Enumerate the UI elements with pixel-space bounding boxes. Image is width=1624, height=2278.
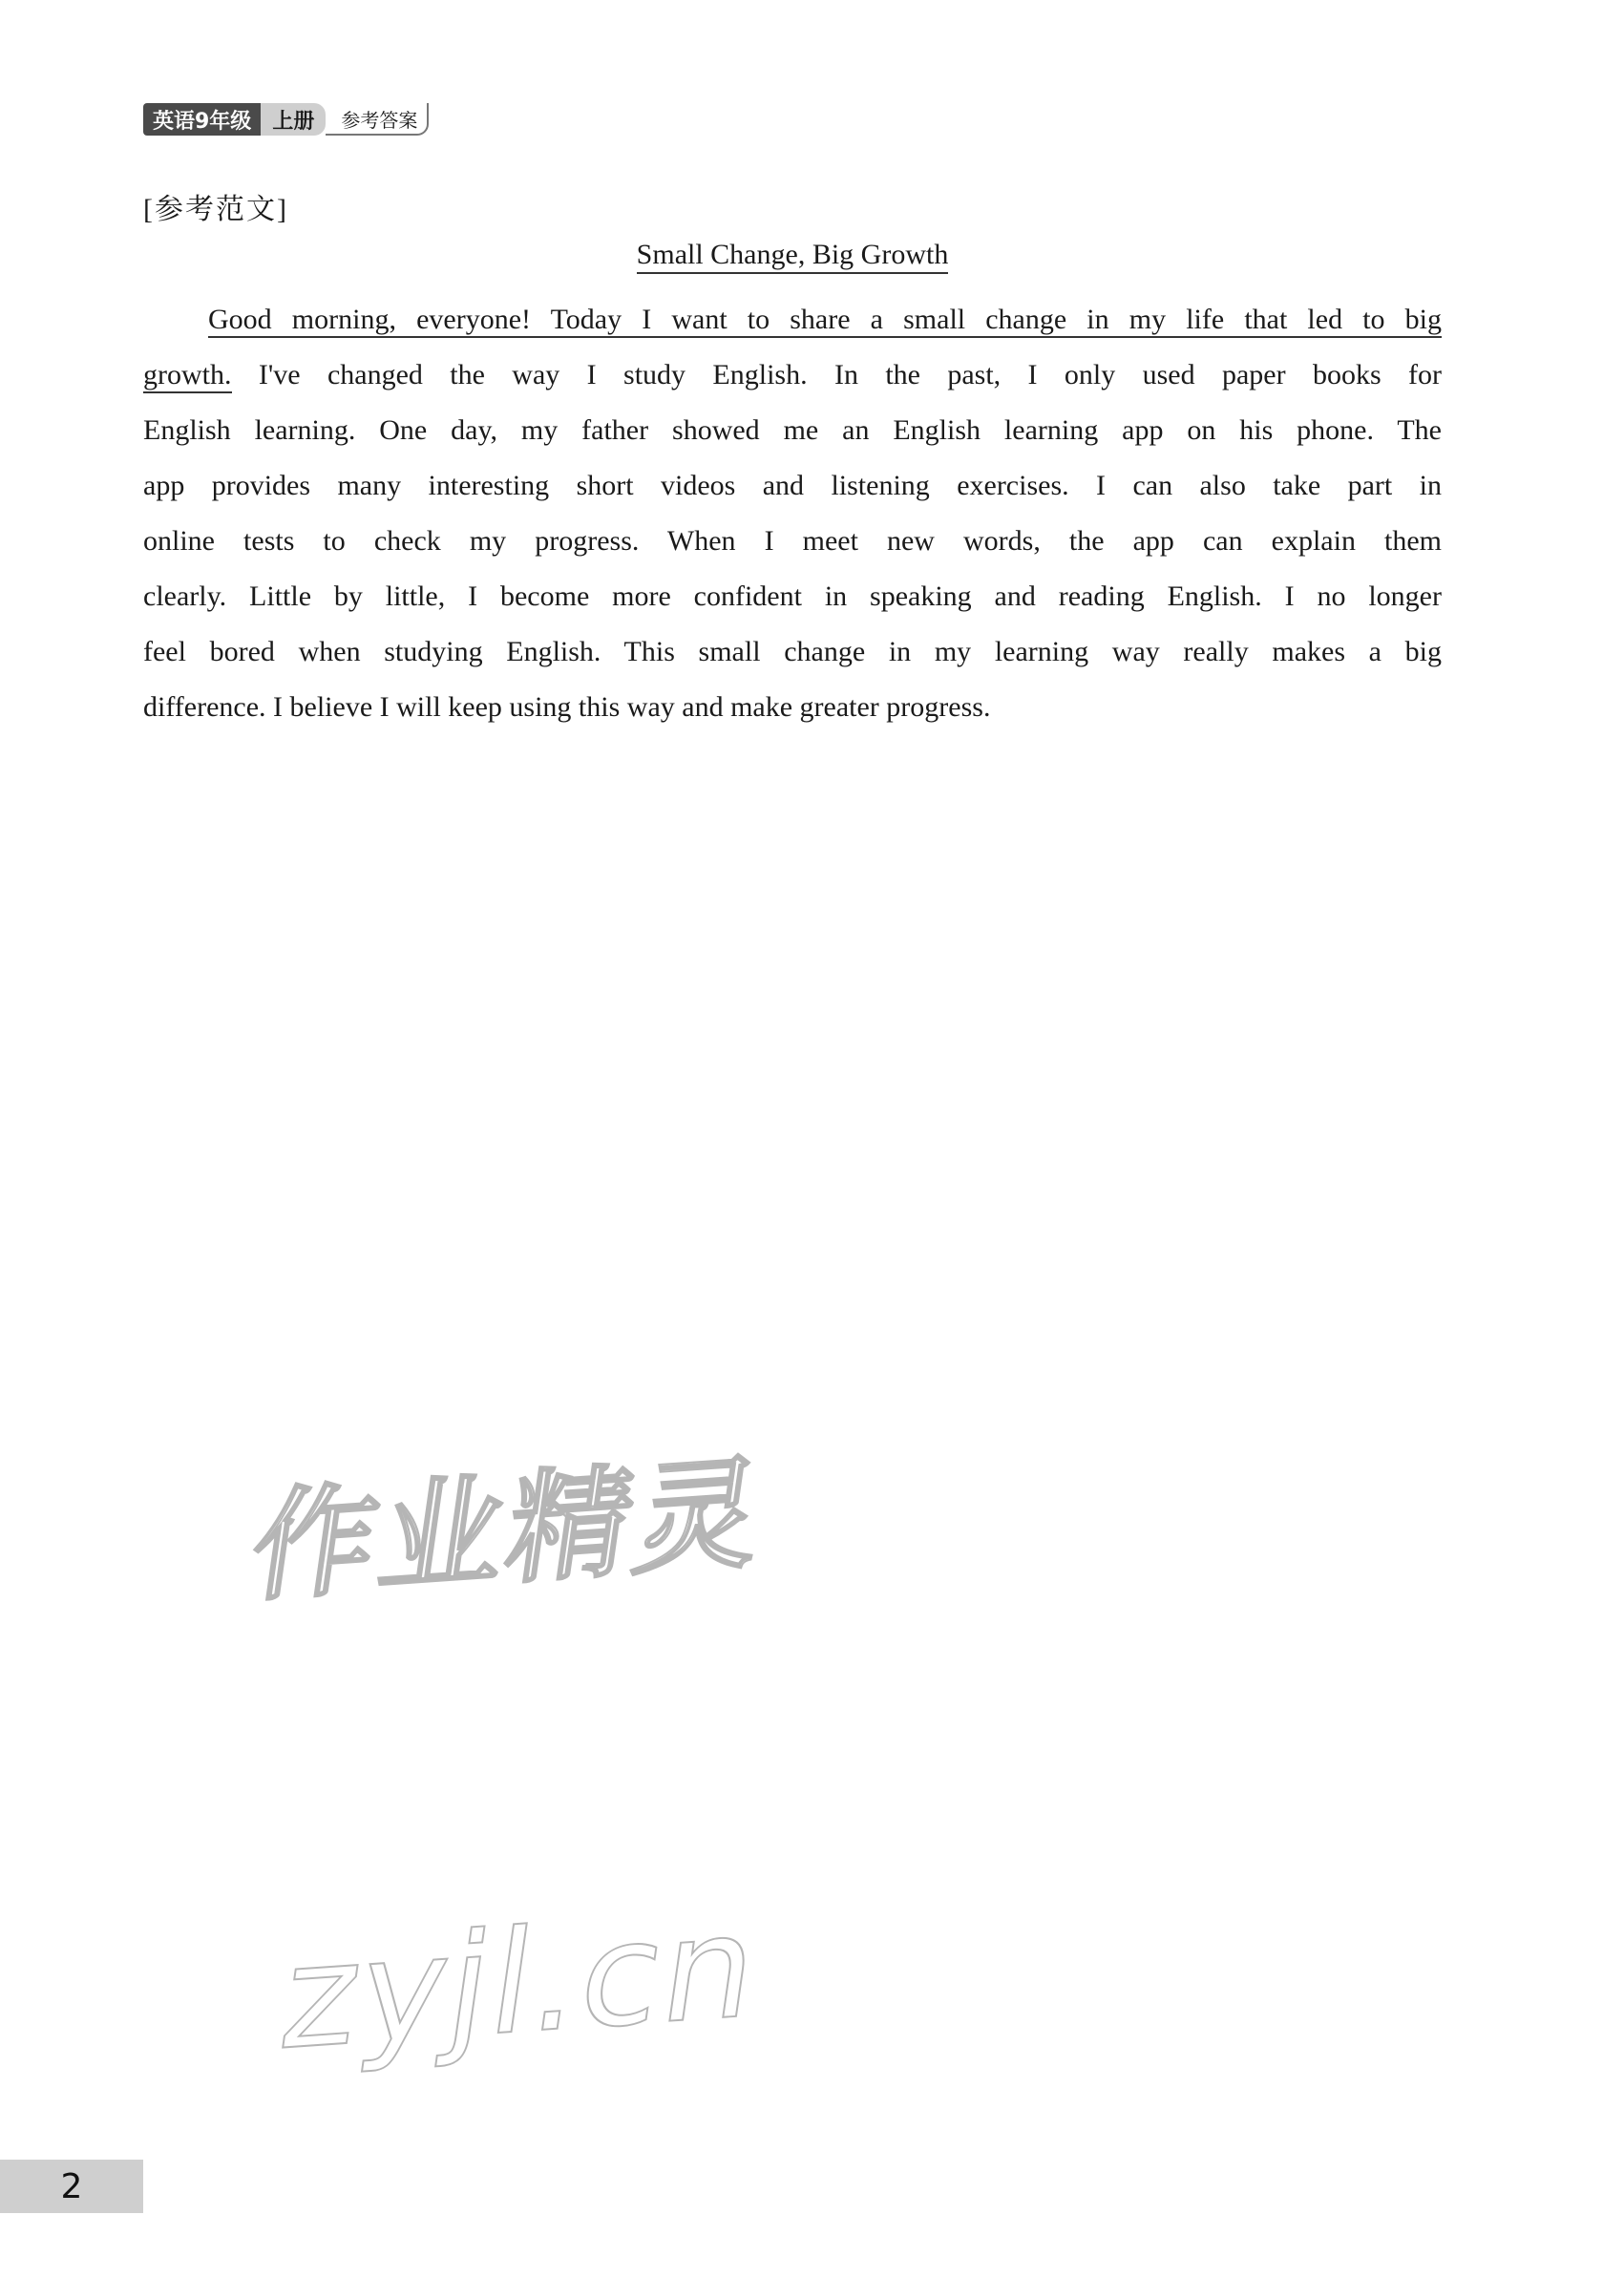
header-volume: 上册 [261,103,326,136]
page-header [143,103,429,136]
reference-label: [参考范文] [143,194,288,225]
watermark-url: zyjl.cn [271,1884,770,2082]
header-subject: 英语9年级 [143,103,261,136]
essay-line: difference. I believe I will keep using this way and make greater progress. [143,691,991,723]
essay-line: clearly. Little by little, I become more confident in speaking and reading English. I no longer [143,580,1442,612]
essay-line: English learning. One day, my father showed me an English learning app on his phone. The [143,414,1442,446]
essay-line-text: I've changed the way I study English. In the past, I only used paper books for [231,359,1442,390]
essay-body [143,292,1442,735]
essay-line [143,292,1442,348]
essay-line: feel bored when studying English. This small change in my learning way really makes a big [143,636,1442,667]
essay-line: online tests to check my progress. When I meet new words, the app can explain them [143,525,1442,557]
essay-line [143,348,1442,403]
essay-line: app provides many interesting short videos and listening exercises. I can also take part in [143,470,1442,501]
essay-title: Small Change, Big Growth [637,239,949,274]
essay-line-underlined: growth. [143,359,232,393]
page-number: 2 [0,2160,143,2213]
header-section: 参考答案 [326,103,429,136]
essay-title-wrap [143,239,1442,271]
essay-line-underlined: Good morning, everyone! Today I want to share a small change in my life that led to big [208,304,1442,338]
watermark-chinese: 作业精灵 [243,1442,774,1620]
